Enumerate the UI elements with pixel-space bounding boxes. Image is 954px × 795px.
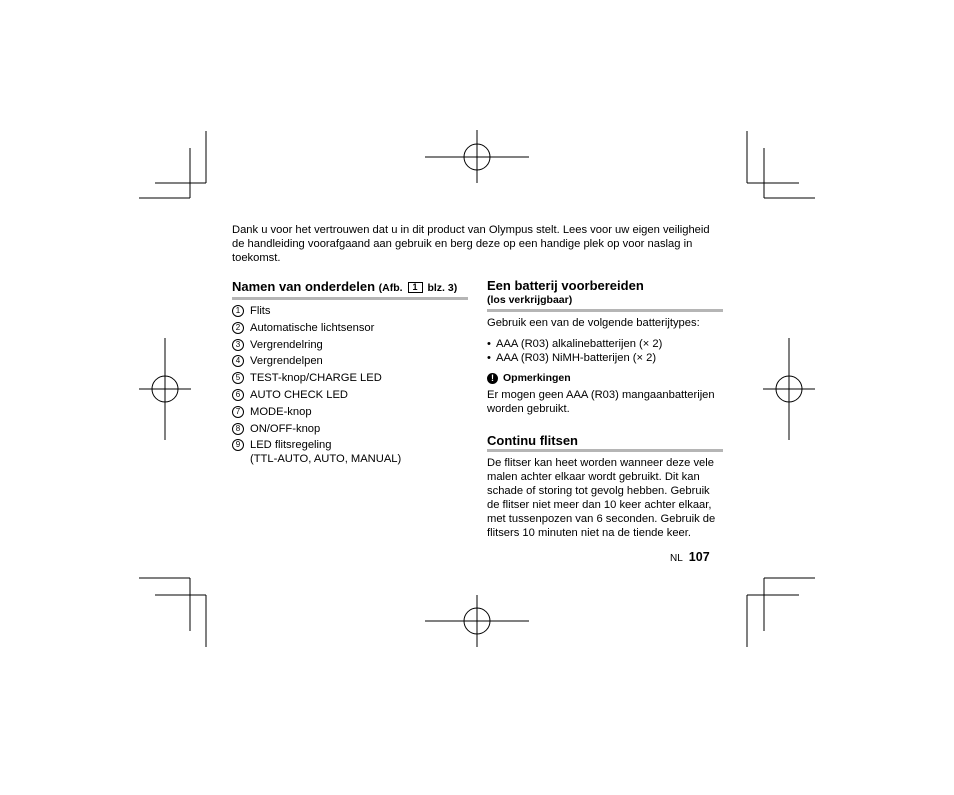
list-item (487, 351, 723, 365)
item-text: Vergrendelring (250, 338, 323, 351)
parts-list (232, 304, 468, 466)
list-item (232, 388, 468, 402)
item-text: AUTO CHECK LED (250, 388, 349, 401)
list-item (232, 438, 468, 466)
battery-bullet-list (487, 337, 723, 365)
item-number-circle: 1 (232, 305, 244, 317)
page-footer (670, 550, 710, 564)
figure-number-box: 1 (408, 282, 423, 293)
parts-figure-reference (379, 282, 458, 294)
item-text: TEST-knop/CHARGE LED (250, 372, 382, 385)
continuous-text: De flitser kan heet worden wanneer deze vele malen achter elkaar wordt gebruikt. Dit kan schade of storing tot gevolg hebben. Gebruik de flitser niet meer dan 10 keer achter elkaar, met tussenpozen van 6 seconden. Gebruik de flitsers 10 minuten niet na de tiende keer. (487, 457, 716, 539)
list-item (232, 405, 468, 419)
item-text: Automatische lichtsensor (250, 321, 375, 334)
list-item (232, 354, 468, 368)
bullet-text: AAA (R03) NiMH-batterijen (× 2) (496, 352, 657, 364)
list-item (487, 337, 723, 351)
item-text: Flits (250, 305, 271, 317)
list-item (232, 371, 468, 385)
note-heading (487, 371, 723, 385)
item-number-circle: 5 (232, 372, 244, 384)
item-number-circle: 2 (232, 322, 244, 334)
battery-intro: Gebruik een van de volgende batterijtypes: (487, 317, 700, 329)
exclamation-icon: ! (487, 373, 498, 384)
note-title: Opmerkingen (503, 372, 571, 384)
bullet-icon: • (487, 338, 491, 350)
parts-section (232, 279, 468, 469)
item-number-circle: 9 (232, 439, 244, 451)
item-text: MODE-knop (250, 405, 312, 418)
battery-subtitle: (los verkrijgbaar) (487, 294, 573, 306)
item-number-circle: 8 (232, 423, 244, 435)
continuous-heading (487, 433, 723, 452)
bullet-text: AAA (R03) alkalinebatterijen (× 2) (496, 338, 663, 350)
battery-title: Een batterij voorbereiden (487, 278, 644, 293)
note-text: Er mogen geen AAA (R03) mangaanbatterijen worden gebruikt. (487, 389, 715, 415)
item-number-circle: 6 (232, 389, 244, 401)
list-item (232, 304, 468, 318)
list-item (232, 321, 468, 335)
battery-heading (487, 278, 723, 312)
item-number-circle: 4 (232, 355, 244, 367)
item-number-circle: 3 (232, 339, 244, 351)
item-text: Vergrendelpen (250, 355, 323, 368)
item-number-circle: 7 (232, 406, 244, 418)
bullet-icon: • (487, 352, 491, 364)
parts-title: Namen van onderdelen (232, 279, 376, 294)
list-item (232, 422, 468, 436)
right-column (487, 278, 723, 540)
parts-heading (232, 279, 468, 300)
language-code: NL (670, 553, 683, 564)
intro-paragraph: Dank u voor het vertrouwen dat u in dit product van Olympus stelt. Lees voor uw eigen veiligheid de handleiding voorafgaand aan gebruik en berg deze op een handige plek op voor naslag in toekomst. (232, 224, 710, 264)
figure-ref-prefix: (Afb. (378, 282, 403, 294)
item-text: ON/OFF-knop (250, 422, 321, 435)
page-number: 107 (688, 550, 710, 564)
figure-ref-suffix: blz. 3) (427, 282, 458, 294)
list-item (232, 338, 468, 352)
item-text: LED flitsregeling (TTL-AUTO, AUTO, MANUAL) (250, 439, 402, 466)
continuous-title: Continu flitsen (487, 433, 578, 448)
